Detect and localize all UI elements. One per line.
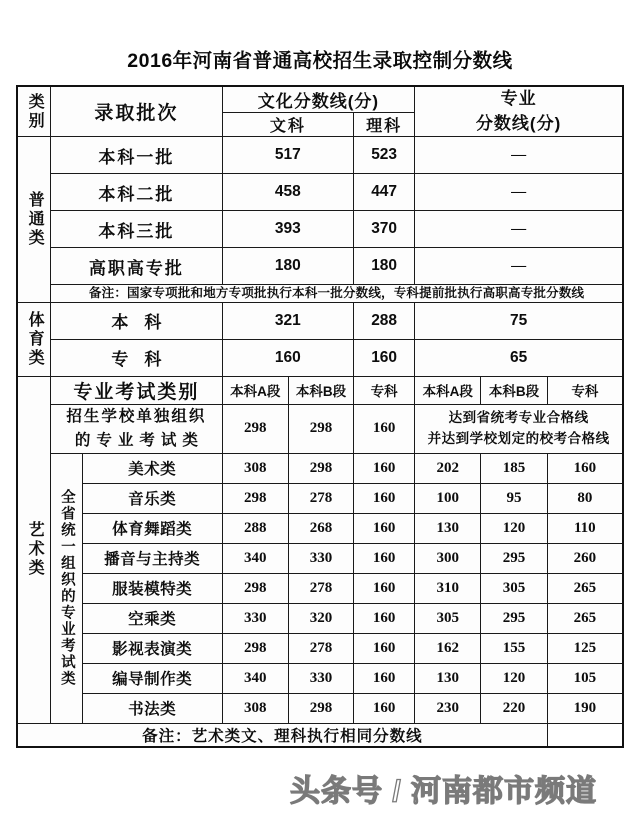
arts-seg-header-5: 专科 bbox=[547, 376, 623, 404]
table-row bbox=[17, 302, 623, 339]
general-science-3: 180 bbox=[354, 248, 415, 285]
arts-ca-8: 308 bbox=[222, 693, 288, 723]
arts-cb-6: 278 bbox=[288, 633, 353, 663]
arts-row-name-3: 播音与主持类 bbox=[82, 543, 222, 573]
arts-ca-4: 298 bbox=[222, 573, 288, 603]
general-batch-2: 本科三批 bbox=[51, 211, 222, 248]
general-major-3: — bbox=[415, 248, 623, 285]
general-liberal-1: 458 bbox=[222, 174, 353, 211]
general-science-1: 447 bbox=[354, 174, 415, 211]
arts-single-org-name bbox=[51, 404, 222, 453]
general-batch-1: 本科二批 bbox=[51, 174, 222, 211]
header-major-line bbox=[415, 86, 623, 137]
category-general-label: 普通类 bbox=[26, 190, 44, 248]
arts-mb-0: 185 bbox=[481, 453, 547, 483]
arts-row-name-6: 影视表演类 bbox=[82, 633, 222, 663]
general-liberal-0: 517 bbox=[222, 137, 353, 174]
general-note: 备注：国家专项批和地方专项批执行本科一批分数线，专科提前批执行高职高专批分数线 bbox=[51, 285, 623, 302]
arts-mb-2: 120 bbox=[481, 513, 547, 543]
arts-ma-0: 202 bbox=[415, 453, 481, 483]
arts-mb-8: 220 bbox=[481, 693, 547, 723]
arts-single-org-line1: 招生学校单独组织 bbox=[66, 407, 207, 425]
sports-batch-0: 本科 bbox=[51, 302, 222, 339]
arts-row-name-4: 服装模特类 bbox=[82, 573, 222, 603]
arts-segment-header-row bbox=[17, 376, 623, 404]
arts-cz-6: 160 bbox=[354, 633, 415, 663]
general-note-row bbox=[17, 285, 623, 302]
arts-cz-4: 160 bbox=[354, 573, 415, 603]
arts-note-row bbox=[17, 723, 623, 747]
arts-ca-3: 340 bbox=[222, 543, 288, 573]
header-category bbox=[17, 86, 51, 137]
watermark: 头条号 / 河南都市频道 bbox=[290, 775, 598, 808]
arts-row-name-1: 音乐类 bbox=[82, 483, 222, 513]
arts-cb-7: 330 bbox=[288, 663, 353, 693]
arts-single-org-culture-b: 298 bbox=[288, 404, 353, 453]
table-row bbox=[17, 603, 623, 633]
arts-note: 备注：艺术类文、理科执行相同分数线 bbox=[17, 723, 547, 747]
arts-cb-1: 278 bbox=[288, 483, 353, 513]
arts-province-label-text: 全省统一组织的专业考试类 bbox=[58, 489, 75, 688]
arts-province-label bbox=[51, 453, 83, 723]
admission-score-table bbox=[16, 85, 624, 748]
general-liberal-3: 180 bbox=[222, 248, 353, 285]
arts-seg-header-3: 本科A段 bbox=[415, 376, 481, 404]
table-row bbox=[17, 174, 623, 211]
table-row bbox=[17, 543, 623, 573]
header-culture-science: 理科 bbox=[354, 113, 415, 137]
arts-row-name-5: 空乘类 bbox=[82, 603, 222, 633]
sports-major-0: 75 bbox=[415, 302, 623, 339]
arts-cz-1: 160 bbox=[354, 483, 415, 513]
arts-cb-8: 298 bbox=[288, 693, 353, 723]
arts-ma-5: 305 bbox=[415, 603, 481, 633]
table-row bbox=[17, 453, 623, 483]
category-general bbox=[17, 137, 51, 302]
arts-major-note-line2: 并达到学校划定的校考合格线 bbox=[427, 430, 610, 446]
table-row bbox=[17, 633, 623, 663]
header-category-label: 类别 bbox=[26, 92, 44, 131]
arts-cz-7: 160 bbox=[354, 663, 415, 693]
arts-ma-1: 100 bbox=[415, 483, 481, 513]
arts-row-name-2: 体育舞蹈类 bbox=[82, 513, 222, 543]
arts-cb-3: 330 bbox=[288, 543, 353, 573]
arts-single-org-row bbox=[17, 404, 623, 453]
arts-ma-4: 310 bbox=[415, 573, 481, 603]
general-major-1: — bbox=[415, 174, 623, 211]
arts-ma-2: 130 bbox=[415, 513, 481, 543]
arts-ca-0: 308 bbox=[222, 453, 288, 483]
general-liberal-2: 393 bbox=[222, 211, 353, 248]
arts-mz-0: 160 bbox=[547, 453, 623, 483]
arts-mb-4: 305 bbox=[481, 573, 547, 603]
arts-cb-0: 298 bbox=[288, 453, 353, 483]
category-arts-label: 艺术类 bbox=[26, 521, 44, 579]
arts-ca-5: 330 bbox=[222, 603, 288, 633]
table-row bbox=[17, 211, 623, 248]
arts-cb-5: 320 bbox=[288, 603, 353, 633]
arts-mz-7: 105 bbox=[547, 663, 623, 693]
sports-science-0: 288 bbox=[354, 302, 415, 339]
arts-seg-header-4: 本科B段 bbox=[481, 376, 547, 404]
arts-ma-3: 300 bbox=[415, 543, 481, 573]
header-batch: 录取批次 bbox=[51, 86, 222, 137]
page-title: 2016年河南省普通高校招生录取控制分数线 bbox=[127, 50, 513, 72]
arts-mb-1: 95 bbox=[481, 483, 547, 513]
arts-single-org-culture-zk: 160 bbox=[354, 404, 415, 453]
arts-ma-8: 230 bbox=[415, 693, 481, 723]
arts-ca-1: 298 bbox=[222, 483, 288, 513]
header-major-line2: 分数线(分) bbox=[475, 113, 562, 133]
table-header-row-1 bbox=[17, 86, 623, 113]
arts-single-org-line2: 的专业考试类 bbox=[74, 431, 204, 449]
general-major-0: — bbox=[415, 137, 623, 174]
arts-cb-2: 268 bbox=[288, 513, 353, 543]
arts-cz-0: 160 bbox=[354, 453, 415, 483]
arts-mz-8: 190 bbox=[547, 693, 623, 723]
arts-ma-6: 162 bbox=[415, 633, 481, 663]
arts-single-org-culture-a: 298 bbox=[222, 404, 288, 453]
category-sports-label: 体育类 bbox=[26, 310, 44, 368]
arts-cb-4: 278 bbox=[288, 573, 353, 603]
arts-mz-6: 125 bbox=[547, 633, 623, 663]
table-row bbox=[17, 693, 623, 723]
arts-ca-6: 298 bbox=[222, 633, 288, 663]
table-row bbox=[17, 573, 623, 603]
arts-mb-7: 120 bbox=[481, 663, 547, 693]
arts-mz-1: 80 bbox=[547, 483, 623, 513]
general-batch-3: 高职高专批 bbox=[51, 248, 222, 285]
arts-mb-3: 295 bbox=[481, 543, 547, 573]
category-arts bbox=[17, 376, 51, 723]
arts-seg-header-2: 专科 bbox=[354, 376, 415, 404]
table-row bbox=[17, 248, 623, 285]
general-science-0: 523 bbox=[354, 137, 415, 174]
arts-row-name-8: 书法类 bbox=[82, 693, 222, 723]
arts-ca-7: 340 bbox=[222, 663, 288, 693]
sports-batch-1: 专科 bbox=[51, 339, 222, 376]
arts-ma-7: 130 bbox=[415, 663, 481, 693]
header-major-line1: 专业 bbox=[500, 89, 537, 108]
sports-liberal-1: 160 bbox=[222, 339, 353, 376]
arts-ca-2: 288 bbox=[222, 513, 288, 543]
general-major-2: — bbox=[415, 211, 623, 248]
table-row bbox=[17, 137, 623, 174]
arts-mz-5: 265 bbox=[547, 603, 623, 633]
arts-cz-5: 160 bbox=[354, 603, 415, 633]
category-sports bbox=[17, 302, 51, 376]
arts-mb-6: 155 bbox=[481, 633, 547, 663]
header-culture-group: 文化分数线(分) bbox=[222, 86, 415, 113]
arts-cz-2: 160 bbox=[354, 513, 415, 543]
arts-row-name-7: 编导制作类 bbox=[82, 663, 222, 693]
arts-mz-3: 260 bbox=[547, 543, 623, 573]
arts-single-org-major-note bbox=[415, 404, 623, 453]
table-row bbox=[17, 513, 623, 543]
sports-science-1: 160 bbox=[354, 339, 415, 376]
arts-cz-8: 160 bbox=[354, 693, 415, 723]
arts-seg-header-0: 本科A段 bbox=[222, 376, 288, 404]
table-row bbox=[17, 339, 623, 376]
sports-liberal-0: 321 bbox=[222, 302, 353, 339]
table-row bbox=[17, 483, 623, 513]
arts-row-name-0: 美术类 bbox=[82, 453, 222, 483]
arts-mz-4: 265 bbox=[547, 573, 623, 603]
arts-major-note-line1: 达到省统考专业合格线 bbox=[448, 410, 589, 426]
arts-exam-type-header: 专业考试类别 bbox=[51, 376, 222, 404]
general-batch-0: 本科一批 bbox=[51, 137, 222, 174]
header-culture-liberal: 文科 bbox=[222, 113, 353, 137]
arts-mb-5: 295 bbox=[481, 603, 547, 633]
table-row bbox=[17, 663, 623, 693]
sports-major-1: 65 bbox=[415, 339, 623, 376]
arts-seg-header-1: 本科B段 bbox=[288, 376, 353, 404]
general-science-2: 370 bbox=[354, 211, 415, 248]
arts-mz-2: 110 bbox=[547, 513, 623, 543]
arts-cz-3: 160 bbox=[354, 543, 415, 573]
